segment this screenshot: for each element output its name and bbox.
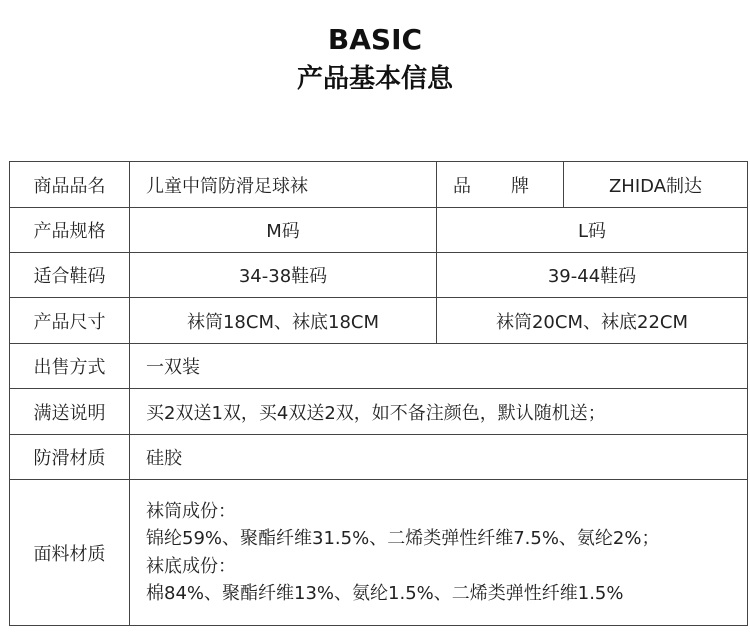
label-spec: 产品规格 bbox=[10, 208, 130, 253]
value-gift-note: 买2双送1双，买4双送2双，如不备注颜色，默认随机送； bbox=[130, 389, 748, 435]
label-dimensions: 产品尺寸 bbox=[10, 298, 130, 344]
table-row-dimensions bbox=[10, 298, 748, 344]
table-row-fabric bbox=[10, 480, 748, 626]
value-shoe-size-m: 34-38鞋码 bbox=[130, 253, 437, 298]
label-antislip-material: 防滑材质 bbox=[10, 435, 130, 480]
label-brand-char2: 牌 bbox=[511, 175, 529, 197]
fabric-line: 棉84%、聚酯纤维13%、氨纶1.5%、二烯类弹性纤维1.5% bbox=[146, 583, 624, 604]
value-brand: ZHIDA制达 bbox=[564, 162, 748, 208]
value-sale-method: 一双装 bbox=[130, 344, 748, 389]
table-row-spec bbox=[10, 208, 748, 253]
value-antislip-material: 硅胶 bbox=[130, 435, 748, 480]
fabric-line: 袜底成份： bbox=[146, 555, 236, 577]
table-row-product-name bbox=[10, 162, 748, 208]
label-shoe-size: 适合鞋码 bbox=[10, 253, 130, 298]
label-product-name: 商品品名 bbox=[10, 162, 130, 208]
fabric-line: 锦纶59%、聚酯纤维31.5%、二烯类弹性纤维7.5%、氨纶2%； bbox=[146, 528, 660, 549]
value-fabric bbox=[130, 480, 748, 626]
value-shoe-size-l: 39-44鞋码 bbox=[437, 253, 748, 298]
table-row-antislip-material bbox=[10, 435, 748, 480]
label-brand bbox=[437, 162, 564, 208]
value-spec-m: M码 bbox=[130, 208, 437, 253]
header-title-en: BASIC bbox=[327, 23, 423, 56]
label-gift-note: 满送说明 bbox=[10, 389, 130, 435]
product-info-table bbox=[9, 161, 748, 626]
fabric-line: 袜筒成份： bbox=[146, 500, 236, 522]
label-brand-char1: 品 bbox=[453, 175, 471, 197]
label-sale-method: 出售方式 bbox=[10, 344, 130, 389]
value-dimensions-l: 袜筒20CM、袜底22CM bbox=[437, 298, 748, 344]
table-row-gift-note bbox=[10, 389, 748, 435]
value-product-name: 儿童中筒防滑足球袜 bbox=[130, 162, 437, 208]
value-spec-l: L码 bbox=[437, 208, 748, 253]
value-dimensions-m: 袜筒18CM、袜底18CM bbox=[130, 298, 437, 344]
label-fabric: 面料材质 bbox=[10, 480, 130, 626]
header-title-cn: 产品基本信息 bbox=[296, 64, 453, 94]
table-row-sale-method bbox=[10, 344, 748, 389]
table-row-shoe-size bbox=[10, 253, 748, 298]
